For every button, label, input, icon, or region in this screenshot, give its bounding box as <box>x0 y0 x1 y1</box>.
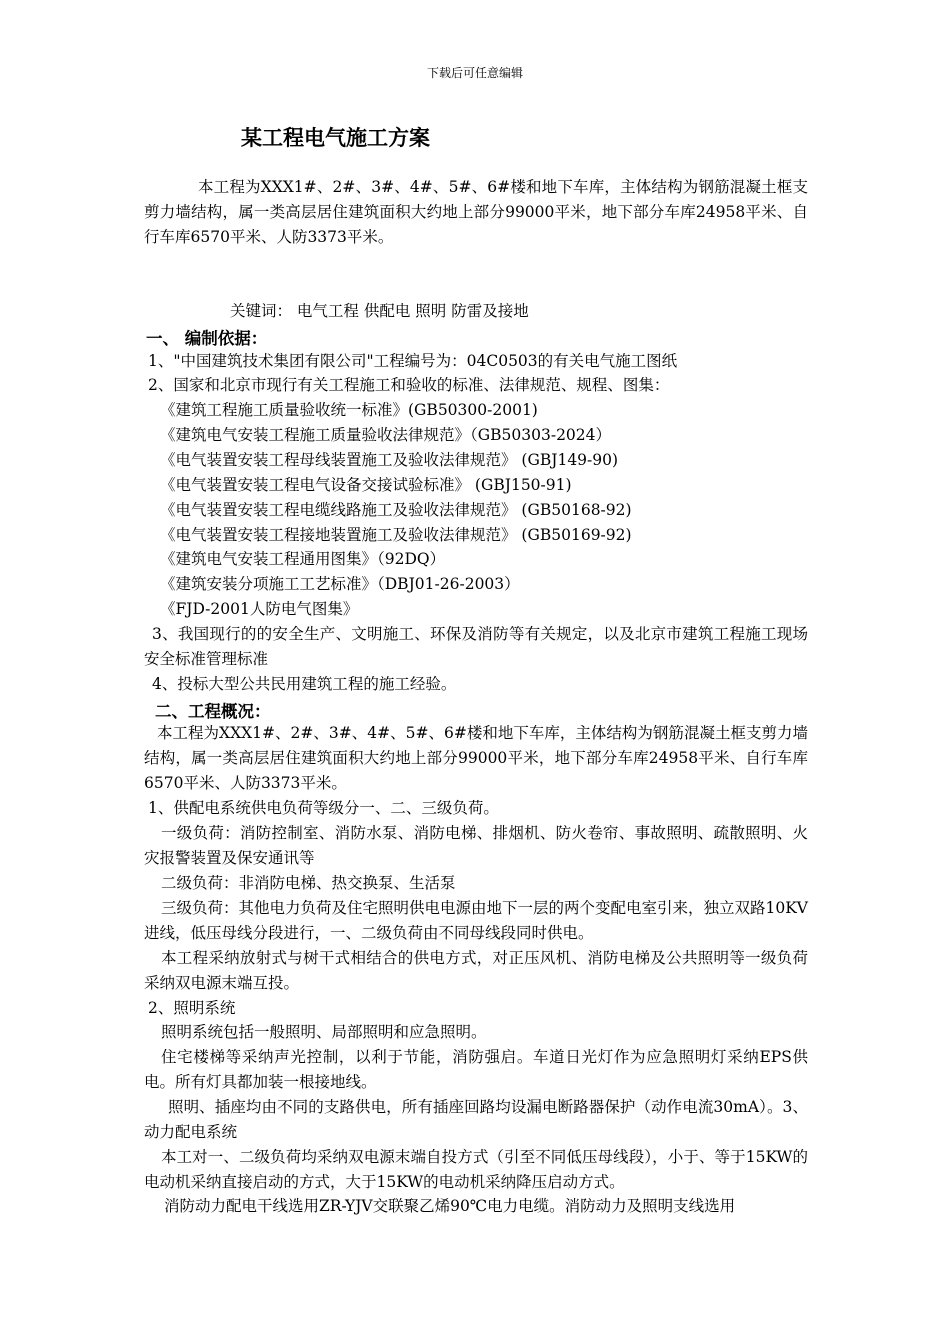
section-1-heading: 一、 编制依据： <box>146 329 268 348</box>
overview-paragraph: 本工程为XXX1#、2#、3#、4#、5#、6#楼和地下车库，主体结构为钢筋混凝土框支剪力墙结构，属一类高层居住建筑面积大约地上部分99000平米，地下部分车库24958平米、自行车库6570平米、人防3373平米。 <box>144 724 808 792</box>
subsection-power-supply: 1、供配电系统供电负荷等级分一、二、三级负荷。 <box>148 799 499 817</box>
page-header: 下载后可任意编辑 <box>426 66 523 80</box>
lighting-control: 住宅楼梯等采纳声光控制，以利于节能，消防强启。车道日光灯作为应急照明灯采纳EPS供电。所有灯具都加装一根接地线。 <box>144 1048 808 1091</box>
lighting-circuits: 照明、插座均由不同的支路供电，所有插座回路均设漏电断路器保护（动作电流30mA）。3、动力配电系统 <box>144 1098 808 1141</box>
power-distribution: 本工对一、二级负荷均采纳双电源末端自投方式（引至不同低压母线段），小于、等于15KW的电动机采纳直接启动的方式，大于15KW的电动机采纳降压启动方式。 <box>144 1148 808 1191</box>
standard-item: 《电气装置安装工程接地装置施工及验收法律规范》 (GB50169-92) <box>160 526 632 544</box>
keywords: 关键词： 电气工程 供配电 照明 防雷及接地 <box>230 302 529 320</box>
standard-item: 《建筑电气安装工程施工质量验收法律规范》（GB50303-2024） <box>160 426 612 444</box>
fire-power-cables: 消防动力配电干线选用ZR-YJV交联聚乙烯90℃电力电缆。消防动力及照明支线选用 <box>164 1197 736 1215</box>
basis-item-2: 2、国家和北京市现行有关工程施工和验收的标准、法律规范、规程、图集： <box>148 376 670 394</box>
intro-paragraph: 本工程为XXX1#、2#、3#、4#、5#、6#楼和地下车库，主体结构为钢筋混凝土框支剪力墙结构，属一类高层居住建筑面积大约地上部分99000平米，地下部分车库24958平米、自行车库6570平米、人防3373平米。 <box>144 178 808 246</box>
standard-item: 《电气装置安装工程电缆线路施工及验收法律规范》 (GB50168-92) <box>160 501 632 519</box>
standard-item: 《建筑安装分项施工工艺标准》（DBJ01-26-2003） <box>160 575 520 593</box>
standard-item: 《建筑工程施工质量验收统一标准》(GB50300-2001) <box>160 401 538 419</box>
basis-item-3: 3、我国现行的的安全生产、文明施工、环保及消防等有关规定，以及北京市建筑工程施工现场安全标准管理标准 <box>144 625 808 668</box>
load-level-1: 一级负荷：消防控制室、消防水泵、消防电梯、排烟机、防火卷帘、事故照明、疏散照明、火灾报警装置及保安通讯等 <box>144 824 808 867</box>
basis-item-4: 4、投标大型公共民用建筑工程的施工经验。 <box>152 675 457 693</box>
section-2-heading: 二、工程概况： <box>155 702 271 721</box>
subsection-lighting: 2、照明系统 <box>148 999 236 1017</box>
load-level-3: 三级负荷：其他电力负荷及住宅照明供电电源由地下一层的两个变配电室引来，独立双路10KV进线，低压母线分段进行，一、二级负荷由不同母线段同时供电。 <box>144 899 808 942</box>
basis-item-1: 1、"中国建筑技术集团有限公司"工程编号为：04C0503的有关电气施工图纸 <box>148 352 678 370</box>
document-title: 某工程电气施工方案 <box>241 126 430 150</box>
supply-method: 本工程采纳放射式与树干式相结合的供电方式，对正压风机、消防电梯及公共照明等一级负荷采纳双电源末端互投。 <box>144 949 808 992</box>
standard-item: 《FJD-2001人防电气图集》 <box>160 600 359 618</box>
standard-item: 《电气装置安装工程母线装置施工及验收法律规范》 (GBJ149-90) <box>160 451 619 469</box>
standard-item: 《建筑电气安装工程通用图集》（92DQ） <box>160 550 446 568</box>
standard-item: 《电气装置安装工程电气设备交接试验标准》 (GBJ150-91) <box>160 476 572 494</box>
load-level-2: 二级负荷：非消防电梯、热交换泵、生活泵 <box>161 874 456 892</box>
lighting-types: 照明系统包括一般照明、局部照明和应急照明。 <box>161 1023 487 1041</box>
